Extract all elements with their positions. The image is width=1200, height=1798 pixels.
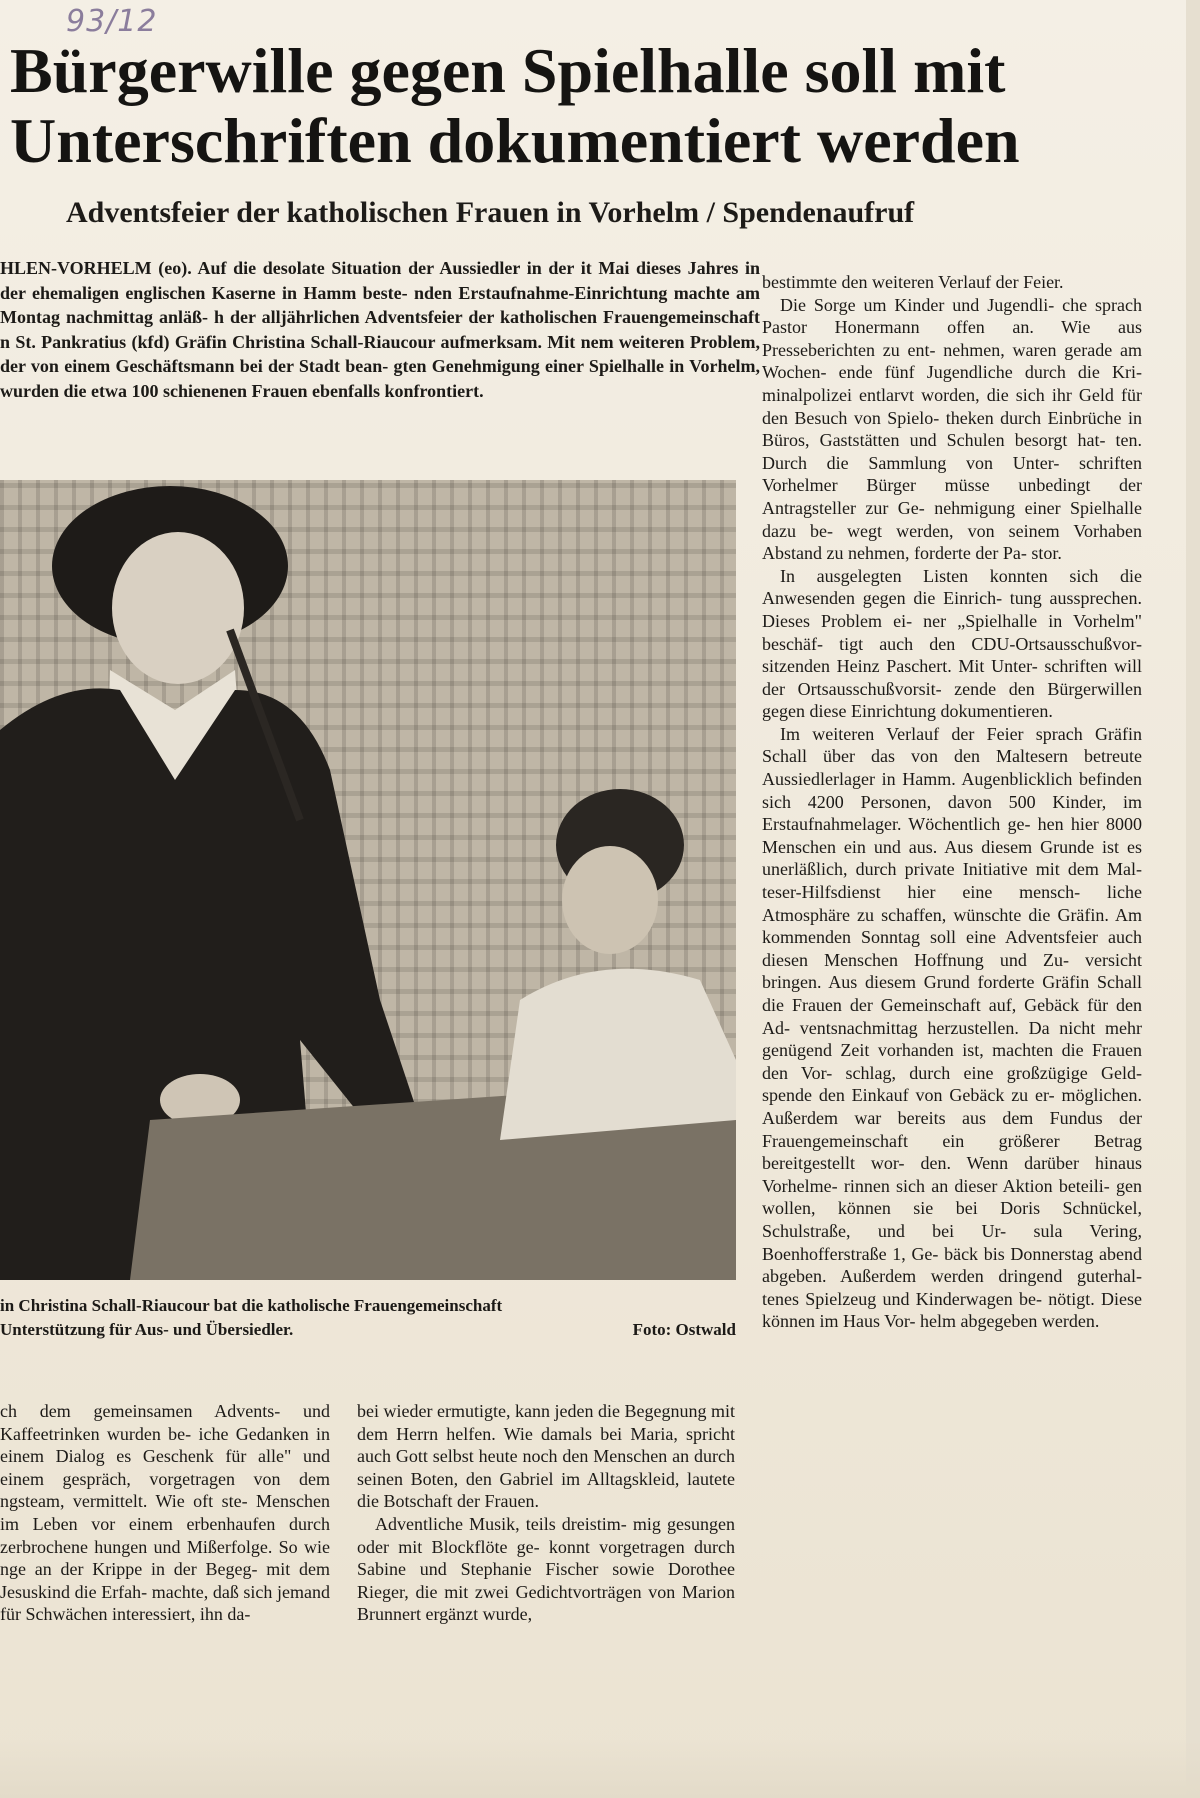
- caption-line-2: Unterstützung für Aus- und Übersiedler.: [0, 1320, 294, 1339]
- column-3-paragraph-2: Die Sorge um Kinder und Jugendli- che sprach Pastor Honermann offen an. Wie aus Presseberichten zu ent- nehmen, waren gerade am Wochen- ende fünf Jugendliche durch die Kri- minalpolizei entlarvt worden, die sich ihr Geld für den Besuch von Spielo- theken durch Einbrüche in Büros, Gaststätten und Schulen besorgt hat- ten. Durch die Sammlung von Unter- schriften Vorhelmer Bürger müsse unbedingt der Antragsteller zur Ge- nehmigung einer Spielhalle dazu be- wegt werden, von seinem Vorhaben Abstand zu nehmen, forderte der Pa- stor.: [762, 294, 1142, 564]
- photo-credit: Foto: Ostwald: [632, 1320, 736, 1339]
- photo-face: [112, 532, 244, 684]
- page-edge: [1186, 0, 1200, 1798]
- subheadline: Adventsfeier der katholischen Frauen in Vorhelm / Spendenaufruf: [66, 196, 915, 229]
- photo-second-person-face: [562, 846, 658, 954]
- photo-illustration: [0, 480, 736, 1280]
- headline: [10, 36, 1160, 176]
- column-3: [762, 271, 1142, 1333]
- torn-bottom-edge: [0, 1738, 1200, 1798]
- column-3-paragraph-3: In ausgelegten Listen konnten sich die Anwesenden gegen die Einrich- tung aussprechen. Dieses Problem ei- ner „Spielhalle in Vorhelm" beschäf- tigt auch den CDU-Ortsausschußvor- sitzenden Heinz Paschert. Mit Unter- schriften will der Ortsausschußvorsit- zende den Bürgerwillen gegen diese Einrichtung dokumentieren.: [762, 565, 1142, 722]
- headline-line-1: Bürgerwille gegen Spielhalle soll mit: [10, 35, 1006, 106]
- column-2-paragraph-1: bei wieder ermutigte, kann jeden die Begegnung mit dem Herrn helfen. Wie damals bei Maria, spricht auch Gott selbst heute noch den Menschen an durch seinen Boten, den Gabriel im Alltagskleid, lautete die Botschaft der Frauen.: [357, 1401, 735, 1512]
- photo-caption: [0, 1294, 736, 1342]
- lead-paragraph: HLEN-VORHELM (eo). Auf die desolate Situation der Aussiedler in der it Mai dieses Jahres in der ehemaligen englischen Kaserne in Hamm beste- nden Erstaufnahme-Einrichtung machte am Montag nachmittag anläß- h der alljährlichen Adventsfeier der katholischen Frauengemeinschaft n St. Pankratius (kfd) Gräfin Christina Schall-Riaucour aufmerksam. Mit nem weiteren Problem, der von einem Geschäftsmann bei der Stadt bean- gten Genehmigung einer Spielhalle in Vorhelm, wurden die etwa 100 schienenen Frauen ebenfalls konfrontiert.: [0, 258, 760, 401]
- column-2: [357, 1400, 735, 1626]
- photo-second-person-shirt: [500, 969, 736, 1140]
- article-photo: [0, 480, 736, 1280]
- column-1-paragraph: ch dem gemeinsamen Advents- und Kaffeetrinken wurden be- iche Gedanken in einem Dialog es Geschenk für alle" und einem gespräch, vorgetragen von dem ngsteam, vermittelt. Wie oft ste- Menschen im Leben vor einem erbenhaufen durch zerbrochene hungen und Mißerfolge. So wie nge an der Krippe in der Begeg- mit dem Jesuskind die Erfah- machte, daß sich jemand für Schwächen interessiert, ihn da-: [0, 1401, 330, 1625]
- column-2-paragraph-2: Adventliche Musik, teils dreistim- mig gesungen oder mit Blockflöte ge- konnt vorgetragen durch Sabine und Stephanie Fischer sowie Dorothee Rieger, die mit zwei Gedichtvorträgen von Marion Brunnert ergänzt wurde,: [357, 1513, 735, 1625]
- column-3-paragraph-4: Im weiteren Verlauf der Feier sprach Gräfin Schall über das von den Maltesern betreute Aussiedlerlager in Hamm. Augenblicklich befinden sich 4200 Personen, davon 500 Kinder, im Erstaufnahmelager. Wöchentlich ge- hen hier 8000 Menschen ein und aus. Aus diesem Grunde ist es unerläßlich, durch private Initiative mit dem Mal- teser-Hilfsdienst hier eine mensch- liche Atmosphäre zu schaffen, wünschte die Gräfin. Am kommenden Sonntag soll eine Adventsfeier auch diesen Menschen Hoffnung und Zu- versicht bringen. Aus diesem Grund forderte Gräfin Schall die Frauen der Gemeinschaft auf, Gebäck für den Ad- ventsnachmittag herzustellen. Da nicht mehr genügend Zeit vorhanden ist, machten die Frauen den Vor- schlag, durch eine großzügige Geld- spende den Einkauf von Gebäck zu er- möglichen. Außerdem war bereits aus dem Fundus der Frauengemeinschaft ein größerer Betrag bereitgestellt wor- den. Wenn darüber hinaus Vorhelme- rinnen sich an dieser Aktion beteili- gen wollen, können sie bei Doris Schnückel, Schulstraße, und bei Ur- sula Vering, Boenhofferstraße 1, Ge- bäck bis Donnerstag abend abgeben. Außerdem werden dringend guterhal- tenes Spielzeug und Kinderwagen be- nötigt. Diese können im Haus Vor- helm abgegeben werden.: [762, 723, 1142, 1332]
- column-3-paragraph-1: bestimmte den weiteren Verlauf der Feier.: [762, 272, 1064, 292]
- column-1: [0, 1400, 330, 1626]
- caption-line-1: in Christina Schall-Riaucour bat die katholische Frauengemeinschaft: [0, 1296, 503, 1315]
- handwritten-date: 93/12: [66, 4, 158, 39]
- headline-line-2: Unterschriften dokumentiert werden: [10, 105, 1020, 176]
